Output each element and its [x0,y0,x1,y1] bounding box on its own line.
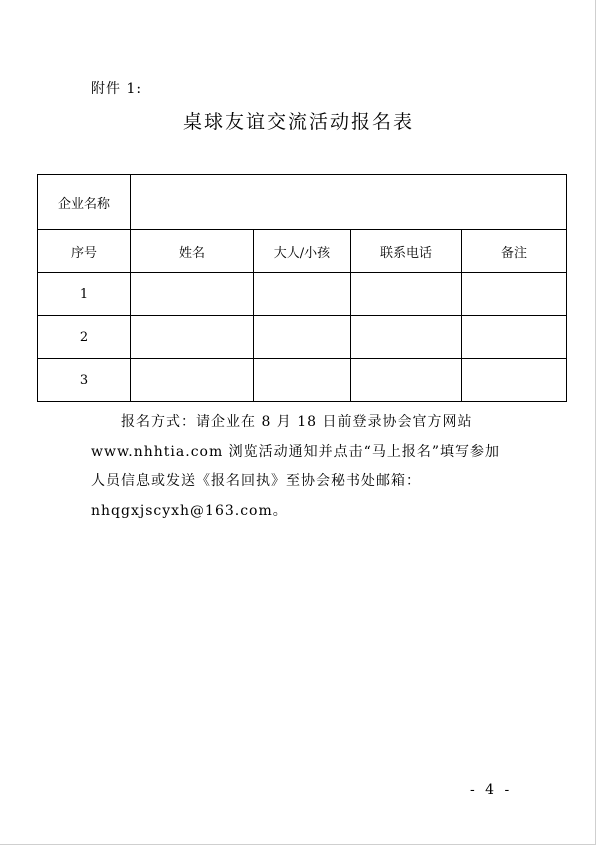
row-no: 3 [38,359,131,402]
note-line: www.nhhtia.com 浏览活动通知并点击“马上报名”填写参加 [91,443,500,460]
header-row [38,230,567,273]
note-line: nhqgxjscyxh@163.com。 [91,502,288,519]
row-no: 1 [38,273,131,316]
table-row [38,316,567,359]
header-remark: 备注 [462,230,567,273]
registration-table [37,174,567,402]
company-name-label: 企业名称 [38,175,131,230]
header-no: 序号 [38,230,131,273]
row-phone-cell[interactable] [351,316,462,359]
note-line: 报名方式：请企业在 8 月 18 日前登录协会官方网站 [121,414,473,430]
form-title: 桌球友谊交流活动报名表 [182,111,414,133]
row-phone-cell[interactable] [351,359,462,402]
row-name-cell[interactable] [131,316,254,359]
row-type-cell[interactable] [254,316,351,359]
registration-instructions [91,408,521,526]
row-name-cell[interactable] [131,273,254,316]
company-row [38,175,567,230]
table-row [38,273,567,316]
attachment-label: 附件 1: [91,81,143,97]
row-no: 2 [38,316,131,359]
row-remark-cell[interactable] [462,316,567,359]
row-phone-cell[interactable] [351,273,462,316]
table-row [38,359,567,402]
row-remark-cell[interactable] [462,273,567,316]
header-phone: 联系电话 [351,230,462,273]
company-name-cell[interactable] [131,175,567,230]
header-type: 大人/小孩 [254,230,351,273]
note-line: 人员信息或发送《报名回执》至协会秘书处邮箱： [91,473,421,489]
page-number: - 4 - [470,782,513,798]
header-name: 姓名 [131,230,254,273]
row-remark-cell[interactable] [462,359,567,402]
row-type-cell[interactable] [254,359,351,402]
row-type-cell[interactable] [254,273,351,316]
row-name-cell[interactable] [131,359,254,402]
